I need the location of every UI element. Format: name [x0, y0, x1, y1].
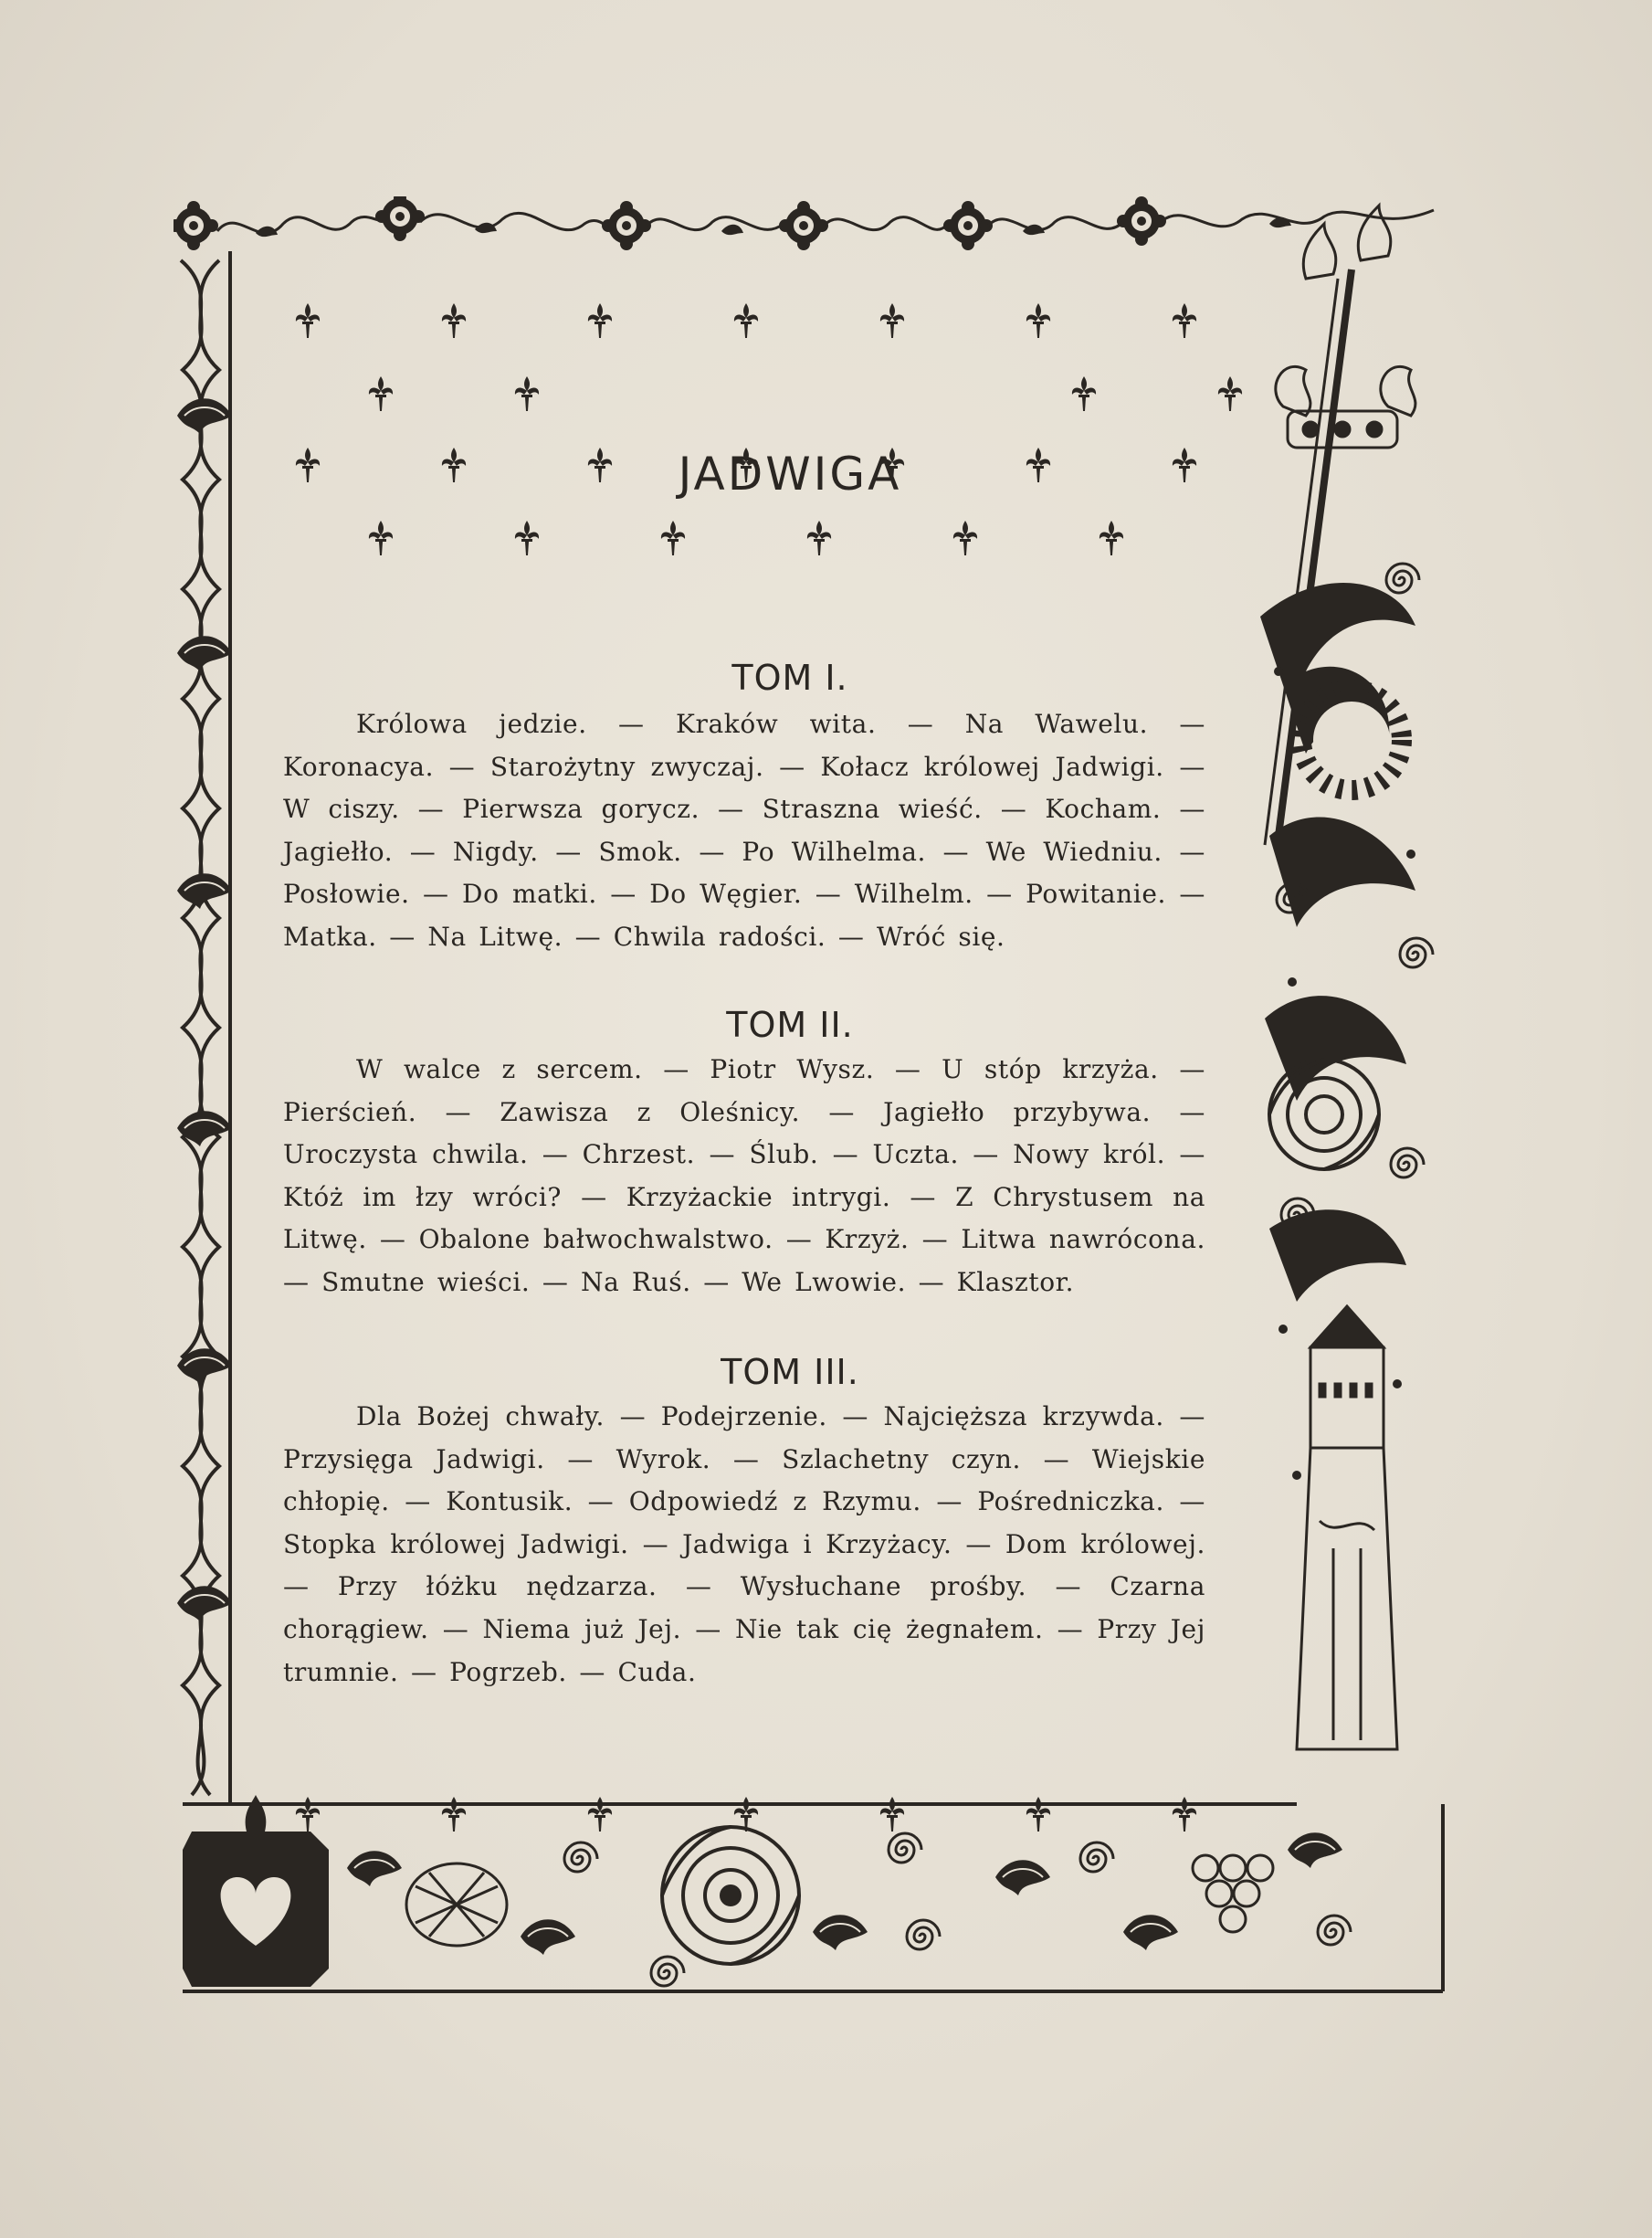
section-heading-tom-1: TOM I. [731, 658, 848, 698]
section-body-tom-3: Dla Bożej chwały. — Podejrzenie. — Najcięższa krzywda. — Przysięga Jadwigi. — Wyrok. — Szlachetny czyn. — Wiejskie chłopię. — Kontusik. — Odpowiedź z Rzymu. — Pośredniczka. — Stopka królowej Jadwigi. — Jadwiga i Krzyżacy. — Dom królowej. — Przy łóżku nędzarza. — Wysłuchane prośby. — Czarna chorągiew. — Niema już Jej. — Nie tak cię żegnałem. — Przy Jej trumnie. — Pogrzeb. — Cuda. [283, 1401, 1205, 1687]
text-panel [283, 283, 1297, 1863]
fleur-de-lis-icon [1169, 1795, 1200, 1835]
fleur-de-lis-icon [292, 301, 323, 342]
section-heading-tom-3: TOM III. [721, 1352, 859, 1392]
fleur-de-lis-icon [877, 1795, 908, 1835]
fleur-row-2 [283, 375, 1297, 429]
fleur-row-1 [283, 301, 1297, 356]
fleur-de-lis-icon [1023, 1795, 1054, 1835]
fleur-de-lis-icon [511, 519, 542, 559]
fleur-de-lis-icon [292, 1795, 323, 1835]
left-border-band [174, 251, 232, 1804]
fleur-de-lis-icon [950, 519, 981, 559]
fleur-de-lis-icon [658, 519, 689, 559]
fleur-de-lis-icon [877, 301, 908, 342]
fleur-de-lis-icon [731, 301, 762, 342]
fleur-de-lis-icon [1215, 375, 1246, 415]
fleur-de-lis-icon [511, 375, 542, 415]
fleur-de-lis-icon [1023, 301, 1054, 342]
fleur-de-lis-icon [365, 519, 396, 559]
fleur-de-lis-icon [804, 519, 835, 559]
fleur-de-lis-icon [1169, 301, 1200, 342]
fleur-row-4 [283, 519, 1297, 574]
top-border-band [174, 196, 1443, 250]
decorative-frame [174, 196, 1452, 2000]
fleur-de-lis-icon [584, 1795, 616, 1835]
fleur-de-lis-icon [731, 1795, 762, 1835]
fleur-de-lis-icon [438, 1795, 469, 1835]
fleur-de-lis-icon [1096, 519, 1127, 559]
fleur-de-lis-icon [584, 301, 616, 342]
fleur-de-lis-icon [365, 375, 396, 415]
section-heading-tom-2: TOM II. [726, 1005, 854, 1045]
fleur-row-bottom [283, 1795, 1297, 1850]
fleur-de-lis-icon [1068, 375, 1100, 415]
page-title: JADWIGA [678, 448, 902, 501]
section-body-tom-1: Królowa jedzie. — Kraków wita. — Na Wawelu. — Koronacya. — Starożytny zwyczaj. — Kołacz królowej Jadwigi. — W ciszy. — Pierwsza gorycz. — Straszna wieść. — Kocham. — Jagiełło. — Nigdy. — Smok. — Po Wilhelma. — We Wiedniu. — Posłowie. — Do matki. — Do Węgier. — Wilhelm. — Powitanie. — Matka. — Na Litwę. — Chwila radości. — Wróć się. [283, 709, 1205, 952]
fleur-de-lis-icon [438, 301, 469, 342]
section-body-tom-2: W walce z sercem. — Piotr Wysz. — U stóp krzyża. — Pierścień. — Zawisza z Oleśnicy. — Jagiełło przybywa. — Uroczysta chwila. — Chrzest. — Ślub. — Uczta. — Nowy król. — Któż im łzy wróci? — Krzyżackie intrygi. — Z Chrystusem na Litwę. — Obalone bałwochwalstwo. — Krzyż. — Litwa nawrócona. — Smutne wieści. — Na Ruś. — We Lwowie. — Klasztor. [283, 1054, 1205, 1297]
